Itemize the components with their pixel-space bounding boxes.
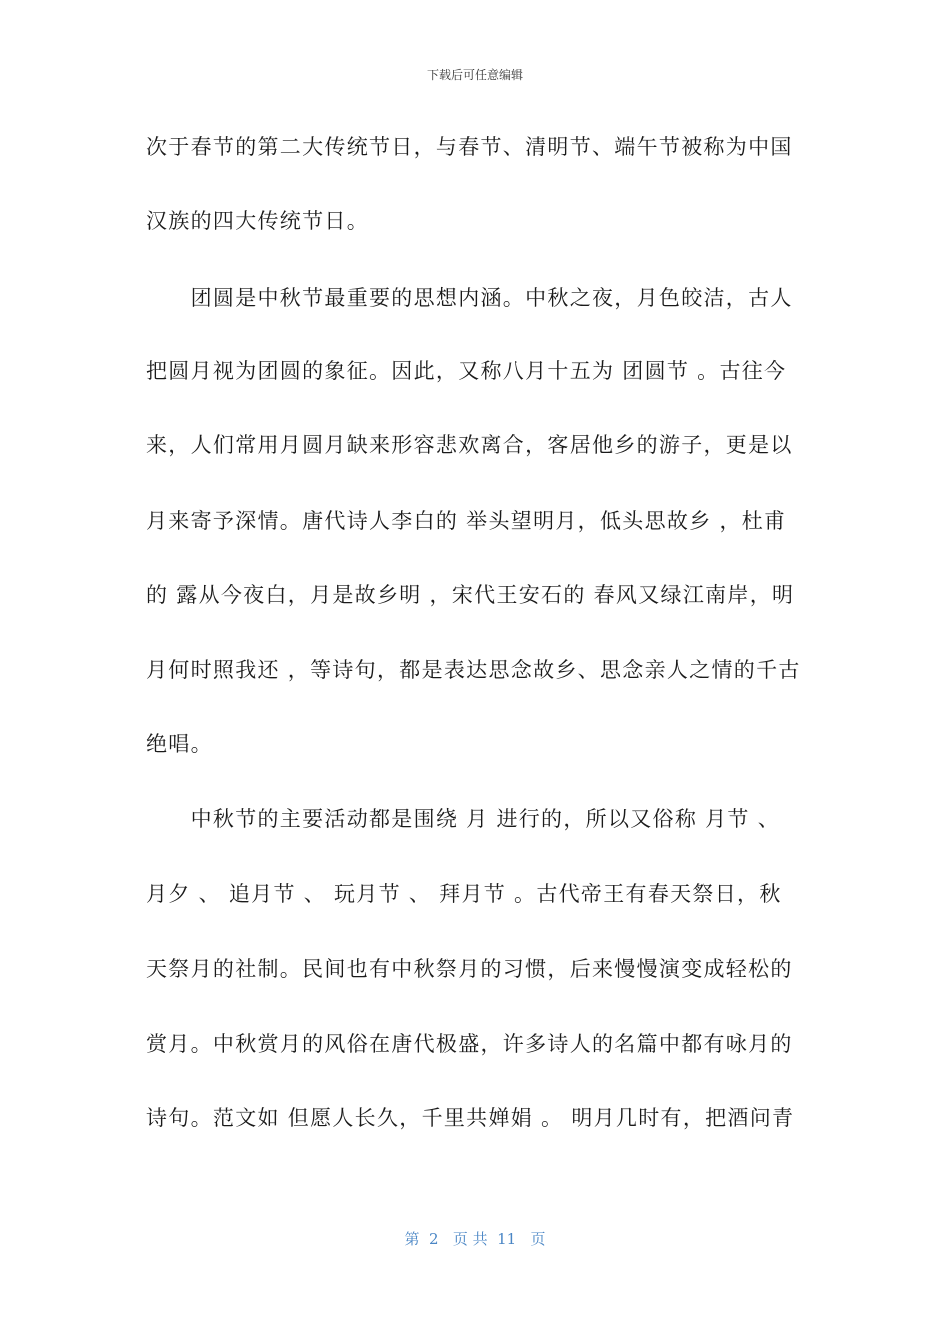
text-line: 月来寄予深情。唐代诗人李白的 举头望明月，低头思故乡 ，杜甫 bbox=[146, 509, 787, 533]
text-line: 诗句。范文如 但愿人长久，千里共婵娟 。 明月几时有，把酒问青 bbox=[146, 1106, 795, 1130]
text-line: 赏月。中秋赏月的风俗在唐代极盛，许多诗人的名篇中都有咏月的 bbox=[146, 1032, 793, 1056]
text-line: 团圆是中秋节最重要的思想内涵。中秋之夜，月色皎洁，古人 bbox=[146, 286, 793, 310]
text-line: 天祭月的社制。民间也有中秋祭月的习惯，后来慢慢演变成轻松的 bbox=[146, 957, 793, 981]
text-line: 绝唱。 bbox=[146, 732, 213, 756]
page-number-footer: 第 2 页 共 11 页 bbox=[404, 1230, 546, 1248]
text-line: 的 露从今夜白，月是故乡明 ，宋代王安石的 春风又绿江南岸，明 bbox=[146, 583, 795, 607]
text-line: 月夕 、 追月节 、 玩月节 、 拜月节 。古代帝王有春天祭日，秋 bbox=[146, 882, 782, 906]
text-line: 次于春节的第二大传统节日，与春节、清明节、端午节被称为中国 bbox=[146, 135, 793, 159]
header-note: 下载后可任意编辑 bbox=[426, 68, 523, 82]
text-line: 来，人们常用月圆月缺来形容悲欢离合，客居他乡的游子，更是以 bbox=[146, 433, 793, 457]
text-line: 中秋节的主要活动都是围绕 月 进行的，所以又俗称 月节 、 bbox=[146, 807, 780, 831]
text-line: 月何时照我还 ，等诗句，都是表达思念故乡、思念亲人之情的千古 bbox=[146, 658, 801, 682]
text-line: 汉族的四大传统节日。 bbox=[146, 209, 369, 233]
text-line: 把圆月视为团圆的象征。因此，又称八月十五为 团圆节 。古往今 bbox=[146, 359, 787, 383]
